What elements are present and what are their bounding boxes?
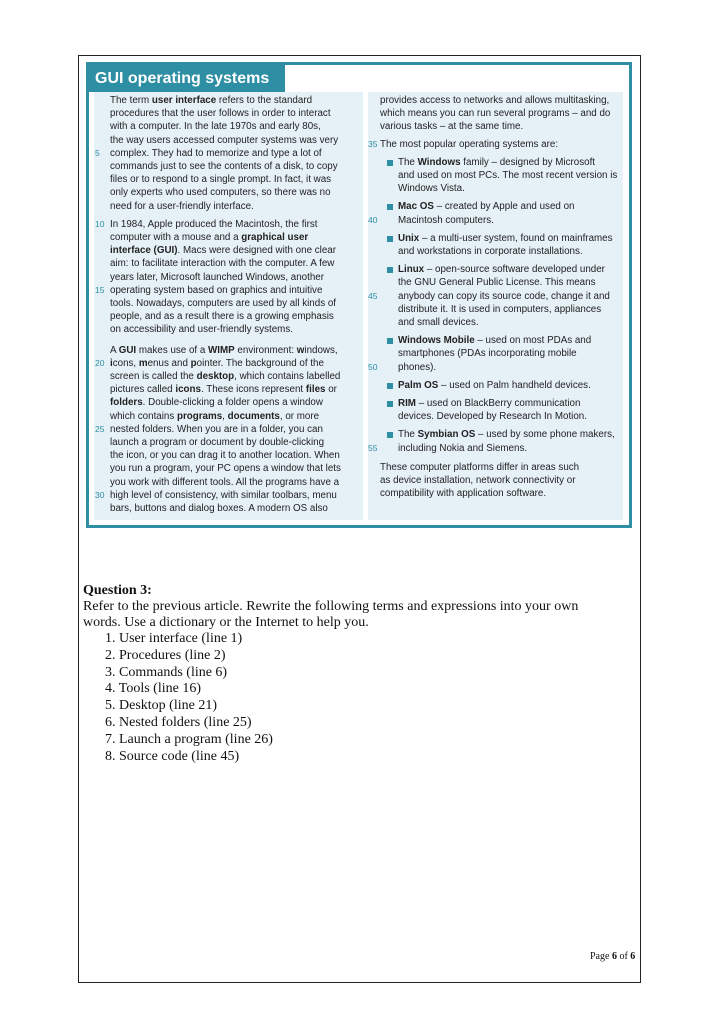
line-number: 10 — [95, 218, 105, 229]
article-line: anybody can copy its source code, change it and — [398, 290, 610, 302]
article-line: distribute it. It is used in computers, appliances — [398, 303, 602, 315]
article-title: GUI operating systems — [89, 65, 285, 92]
article-line: aim: to facilitate interaction with the computer. A few — [110, 258, 335, 270]
bullet-icon — [387, 401, 393, 407]
article-line: These computer platforms differ in areas such — [380, 461, 580, 473]
article-line: only experts who used computers, so there was no — [110, 187, 331, 199]
article-line: as device installation, network connectivity or — [380, 475, 576, 486]
article-line: launch a program or document by double-clicking — [110, 437, 325, 448]
article-line: icons, menus and pointer. The background of the — [110, 357, 324, 369]
list-item: 2. Procedures (line 2) — [105, 647, 226, 663]
line-number: 35 — [368, 138, 378, 149]
article-line: Mac OS – created by Apple and used on — [398, 201, 575, 213]
article-line: the icon, or you can drag it to another location. When — [110, 450, 340, 462]
line-number: 20 — [95, 357, 105, 368]
article-line: various tasks – at the same time. — [380, 121, 524, 133]
page-label: Page — [590, 951, 610, 962]
article-line: Unix – a multi-user system, found on mainframes — [398, 232, 613, 244]
bullet-icon — [387, 383, 393, 389]
line-number: 15 — [95, 284, 105, 295]
article-line: computer with a mouse and a graphical user — [110, 232, 309, 243]
article-line: screen is called the desktop, which contains labelled — [110, 371, 341, 382]
page-of-label: of — [619, 951, 628, 962]
article-box — [86, 62, 632, 528]
article-line: folders. Double-clicking a folder opens a window — [110, 397, 323, 409]
article-line: bars, buttons and dialog boxes. A modern OS also — [110, 503, 328, 514]
article-line: Windows Mobile – used on most PDAs and — [398, 335, 592, 347]
article-line: operating system based on graphics and intuitive — [110, 284, 323, 296]
line-number: 30 — [95, 489, 105, 500]
article-line: smartphones (PDAs incorporating mobile — [398, 348, 577, 360]
article-line: provides access to networks and allows multitasking, — [380, 95, 610, 106]
question-instruction-1: Refer to the previous article. Rewrite the following terms and expressions into your own — [83, 599, 579, 614]
article-line: Linux – open-source software developed under — [398, 264, 605, 276]
article-line: Windows Vista. — [398, 183, 465, 195]
article-line: need for a user-friendly interface. — [110, 200, 254, 212]
article-line: Palm OS – used on Palm handheld devices. — [398, 379, 591, 391]
article-line: people, and as a result there is a growing emphasis — [110, 311, 334, 323]
list-item: 6. Nested folders (line 25) — [105, 714, 252, 730]
article-line: pictures called icons. These icons represent files or — [110, 384, 337, 396]
page-total: 6 — [630, 951, 636, 962]
article-line: procedures that the user follows in order to interact — [110, 108, 331, 120]
article-line: on accessibility and user-friendly systems. — [110, 324, 293, 336]
line-number: 40 — [368, 214, 378, 225]
list-item: 1. User interface (line 1) — [105, 631, 243, 646]
article-line: The most popular operating systems are: — [380, 138, 559, 150]
list-item: 8. Source code (line 45) — [105, 748, 240, 764]
question-heading: Question 3: — [83, 583, 152, 598]
list-item: 4. Tools (line 16) — [105, 681, 201, 697]
article-line: high level of consistency, with similar toolbars, menu — [110, 489, 337, 501]
line-number: 25 — [95, 423, 105, 434]
article-line: and small devices. — [398, 317, 479, 328]
list-item: 3. Commands (line 6) — [105, 664, 228, 680]
article-line: which contains programs, documents, or more — [110, 410, 320, 422]
article-line: nested folders. When you are in a folder, you can — [110, 423, 323, 435]
page-number — [590, 951, 635, 962]
article-line: The Windows family – designed by Microsoft — [398, 156, 596, 168]
article-line: including Nokia and Siemens. — [398, 442, 528, 454]
article-line: you run a program, your PC opens a window that lets — [110, 463, 341, 475]
article-line: phones). — [398, 361, 437, 373]
article-line: Macintosh computers. — [398, 214, 494, 226]
article-line: compatibility with application software. — [380, 488, 547, 500]
article-line: The Symbian OS – used by some phone makers, — [398, 429, 615, 441]
list-item: 7. Launch a program (line 26) — [105, 731, 273, 747]
bullet-icon — [387, 432, 393, 438]
article-line: the way users accessed computer systems was very — [110, 134, 339, 146]
article-line: the GNU General Public License. This means — [398, 277, 596, 289]
term-list — [105, 631, 273, 765]
line-number: 5 — [95, 147, 100, 158]
article-line: RIM – used on BlackBerry communication — [398, 398, 581, 409]
article-line: tools. Nowadays, computers are used by all kinds of — [110, 298, 336, 309]
question-instruction-2: words. Use a dictionary or the Internet to help you. — [83, 615, 369, 630]
page-current: 6 — [611, 951, 617, 962]
bullet-icon — [387, 267, 393, 273]
article-line: In 1984, Apple produced the Macintosh, the first — [110, 218, 318, 230]
list-item: 5. Desktop (line 21) — [105, 698, 217, 714]
article-line: and workstations in corporate installations. — [398, 246, 583, 257]
bullet-icon — [387, 236, 393, 242]
line-number: 45 — [368, 290, 378, 301]
article-line: commands just to see the contents of a disk, to copy — [110, 161, 338, 172]
article-line: The term user interface refers to the standard — [110, 95, 313, 106]
line-number: 50 — [368, 361, 378, 372]
article-line: with a computer. In the late 1970s and early 80s, — [110, 121, 321, 133]
bullet-icon — [387, 338, 393, 344]
line-number: 55 — [368, 442, 378, 453]
article-line: interface (GUI). Macs were designed with one clear — [110, 245, 336, 257]
article-line: years later, Microsoft launched Windows, another — [110, 271, 325, 283]
article-line: which means you can run several programs – and do — [380, 108, 611, 120]
article-line: you work with different tools. All the programs have a — [110, 476, 340, 488]
article-line: and used on most PCs. The most recent version is — [398, 170, 618, 181]
bullet-icon — [387, 204, 393, 210]
article-line: complex. They had to memorize and type a lot of — [110, 147, 322, 159]
bullet-icon — [387, 160, 393, 166]
article-line: devices. Developed by Research In Motion. — [398, 411, 587, 423]
article-line: A GUI makes use of a WIMP environment: windows, — [110, 344, 338, 356]
article-line: files or to respond to a single prompt. In fact, it was — [110, 174, 332, 186]
